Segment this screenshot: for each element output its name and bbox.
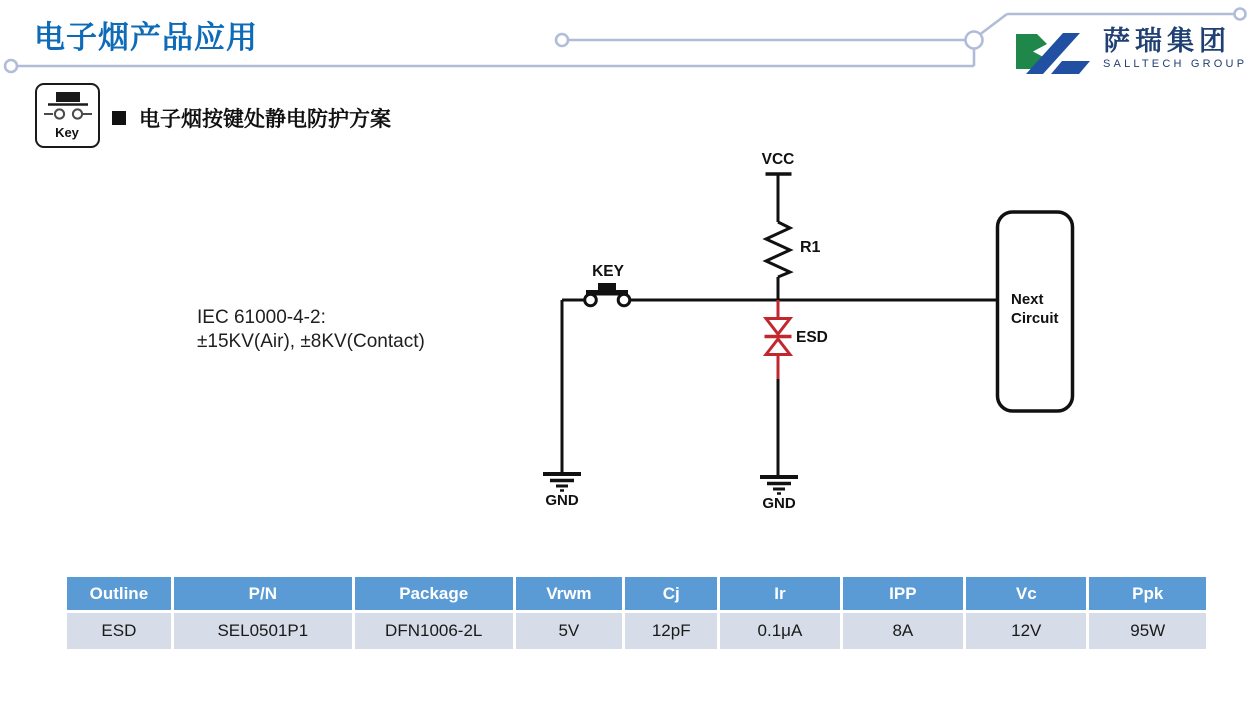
esd-diode bbox=[765, 300, 792, 379]
key-icon-label: Key bbox=[55, 125, 79, 140]
gnd-symbol-left bbox=[543, 474, 581, 491]
spec-table-header-outline: Outline bbox=[67, 577, 171, 610]
page-title: 电子烟产品应用 bbox=[34, 20, 258, 55]
company-name-en: SALLTECH GROUP bbox=[1103, 58, 1248, 70]
section-heading-text: 电子烟按键处静电防护方案 bbox=[139, 108, 391, 131]
gnd-symbol-right bbox=[760, 477, 798, 494]
spec-table-cell-outline: ESD bbox=[67, 613, 171, 649]
next-circuit-label-line1: Next bbox=[1011, 291, 1044, 308]
iec-line2: ±15KV(Air), ±8KV(Contact) bbox=[197, 331, 425, 352]
key-switch-plunger bbox=[598, 283, 616, 290]
esd-label: ESD bbox=[796, 329, 828, 346]
r1-label: R1 bbox=[800, 239, 821, 256]
spec-table-header-vc: Vc bbox=[966, 577, 1086, 610]
spec-table-cell-vrwm: 5V bbox=[516, 613, 623, 649]
spec-table-header-ppk: Ppk bbox=[1089, 577, 1206, 610]
next-circuit-label-line2: Circuit bbox=[1011, 310, 1059, 327]
spec-table-row bbox=[67, 613, 1206, 649]
company-name-cn: 萨瑞集团 bbox=[1103, 26, 1231, 56]
spec-table-cell-ppk: 95W bbox=[1089, 613, 1206, 649]
spec-table bbox=[64, 574, 1209, 652]
gnd-right-label: GND bbox=[762, 495, 796, 512]
spec-table-cell-cj: 12pF bbox=[625, 613, 717, 649]
spec-table-header-ipp: IPP bbox=[843, 577, 963, 610]
spec-table-cell-vc: 12V bbox=[966, 613, 1086, 649]
key-terminal-right bbox=[618, 294, 630, 306]
resistor-r1 bbox=[766, 222, 790, 277]
spec-table-header-cj: Cj bbox=[625, 577, 717, 610]
vcc-label: VCC bbox=[761, 151, 795, 168]
spec-table-header-package: Package bbox=[355, 577, 513, 610]
spec-table-header-ir: Ir bbox=[720, 577, 839, 610]
key-terminal-left bbox=[585, 294, 597, 306]
spec-table-header-vrwm: Vrwm bbox=[516, 577, 623, 610]
spec-table-body bbox=[67, 613, 1206, 649]
spec-table-cell-ipp: 8A bbox=[843, 613, 963, 649]
iec-line1: IEC 61000-4-2: bbox=[197, 307, 326, 328]
key-label: KEY bbox=[592, 263, 624, 280]
spec-table-cell-ir: 0.1μA bbox=[720, 613, 839, 649]
gnd-left-label: GND bbox=[545, 492, 579, 509]
spec-table-cell-package: DFN1006-2L bbox=[355, 613, 513, 649]
spec-table-header-p-n: P/N bbox=[174, 577, 352, 610]
spec-table-cell-p-n: SEL0501P1 bbox=[174, 613, 352, 649]
spec-table-header-row bbox=[67, 577, 1206, 610]
